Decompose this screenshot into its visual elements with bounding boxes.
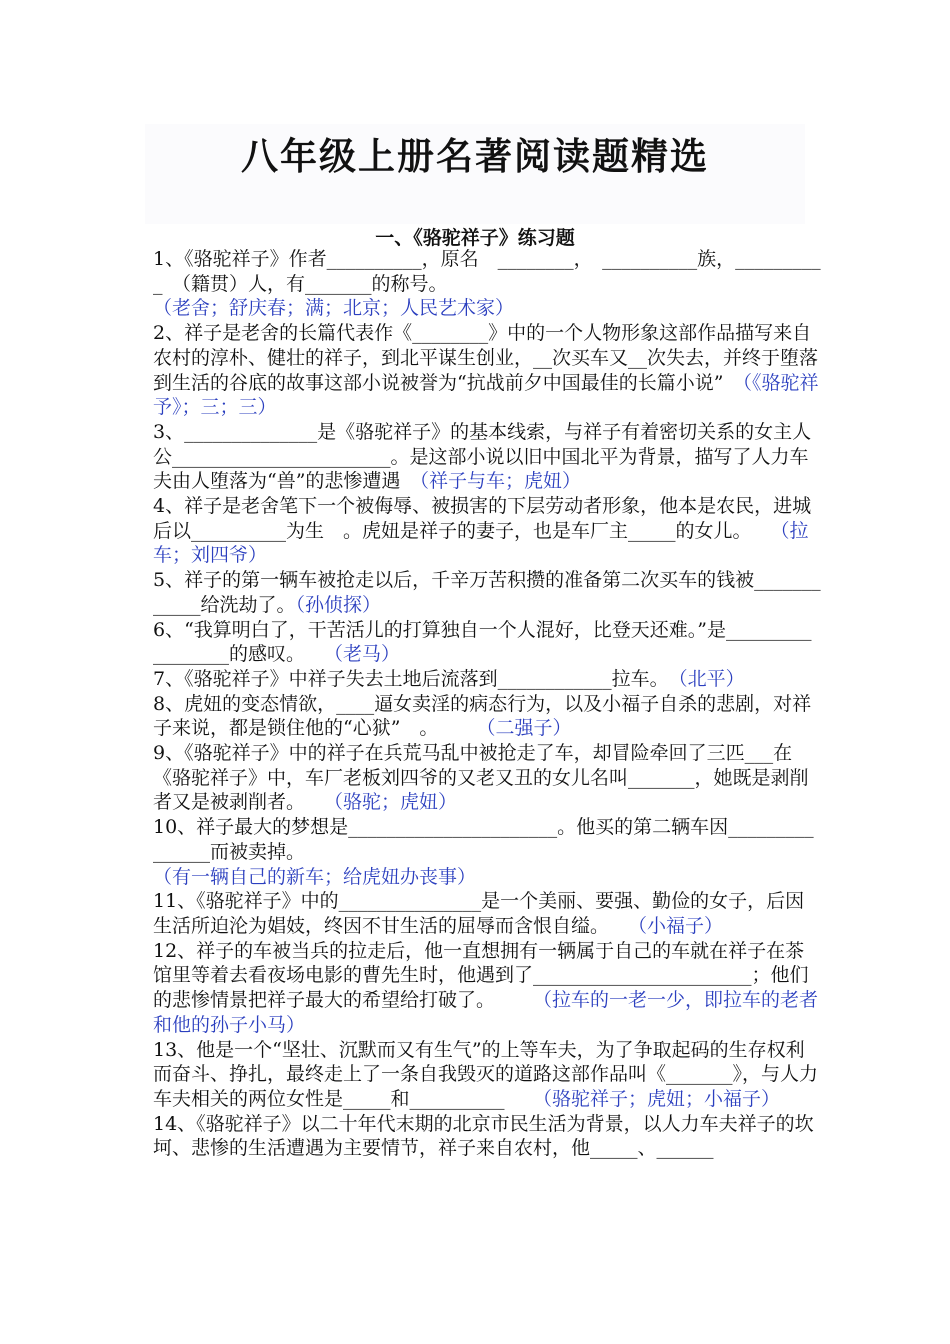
question-item: [153, 667, 821, 692]
answer-text: （祥子与车；虎妞）: [400, 470, 581, 493]
answer-text: （骆驼祥子；虎妞；小福子）: [504, 1087, 781, 1110]
question-item: [153, 568, 821, 617]
question-item: [153, 889, 821, 938]
answer-text: （小福子）: [599, 914, 724, 937]
question-text: 10、祥子最大的梦想是______________________。他买的第二辆车因_______________而被卖掉。: [153, 816, 814, 863]
question-text: 14、《骆驼祥子》以二十年代末期的北京市民生活为背景，以人力车夫祥子的坎坷、悲惨的生活遭遇为主要情节，祥子来自农村，他_____、______: [153, 1112, 814, 1160]
answer-text: （二强子）: [428, 717, 572, 740]
question-item: [153, 815, 821, 889]
question-text: 12、祥子的车被当兵的拉走后，他一直想拥有一辆属于自己的车就在祥子在茶馆里等着去看夜场电影的曹先生时，他遇到了_______________________；他们的悲惨情景把祥子最大的希望给打破了。: [153, 939, 809, 1012]
question-text: 1、《骆驼祥子》作者__________，原名 ________， __________族，__________ （籍贯）人，有_______的称号。: [153, 248, 821, 295]
question-item: [153, 741, 821, 815]
answer-text: （孙侦探）: [295, 593, 382, 616]
question-item: [153, 321, 821, 420]
section-heading: 一、《骆驼祥子》练习题: [375, 227, 575, 249]
answer-text: （拉车的一老一少，即拉车的老者和他的孙子小马）: [153, 989, 819, 1036]
question-text: 6、“我算明白了，干苦活儿的打算独自一个人混好，比登天还难。”是_________________的感叹。: [153, 618, 812, 666]
question-item: [153, 1038, 821, 1112]
answer-text: （骆驼；虎妞）: [295, 791, 458, 814]
question-text: 3、______________是《骆驼祥子》的基本线索，与祥子有着密切关系的女主人公_______________________。是这部小说以旧中国北平为背景，描写了人力车夫由人堕落为“兽”的悲惨遭遇: [153, 420, 812, 493]
question-item: [153, 247, 821, 321]
question-text: 7、《骆驼祥子》中祥子失去土地后流落到____________拉车。: [153, 667, 660, 690]
answer-text: （老舍；舒庆春；满；北京；人民艺术家）: [153, 297, 515, 320]
question-text: 11、《骆驼祥子》中的_______________是一个美丽、要强、勤俭的女子，后因生活所迫沦为娼妓，终因不甘生活的屈辱而含恨自缢。: [153, 890, 805, 937]
question-list: [153, 247, 821, 1161]
question-text: 5、祥子的第一辆车被抢走以后，千辛万苦积攒的准备第二次买车的钱被____________给洗劫了。: [153, 569, 821, 616]
question-item: [153, 420, 821, 494]
answer-text: （拉车；刘四爷）: [153, 519, 809, 567]
question-text: 13、他是一个“坚壮、沉默而又有生气”的上等车夫，为了争取起码的生存权利而奋斗、挣扎，最终走上了一条自我毁灭的道路这部作品叫《_______》，与人力车夫相关的两位女性是_____和__________: [153, 1038, 819, 1110]
question-item: [153, 494, 821, 568]
question-item: [153, 618, 821, 667]
question-item: [153, 692, 821, 741]
page-title: 八年级上册名著阅读题精选: [241, 135, 709, 178]
question-item: [153, 1112, 821, 1161]
answer-text: （北平）: [659, 667, 745, 690]
question-item: [153, 939, 821, 1038]
question-text: 8、虎妞的变态情欲，____逼女卖淫的病态行为，以及小福子自杀的悲剧，对祥子来说，都是锁住他的“心狱” 。: [153, 692, 812, 740]
answer-text: （有一辆自己的新车；给虎妞办丧事）: [153, 865, 477, 888]
answer-text: （《骆驼祥予》；三；三）: [153, 371, 819, 419]
question-text: 9、《骆驼祥子》中的祥子在兵荒马乱中被抢走了车，却冒险牵回了三匹___在《骆驼祥子》中，车厂老板刘四爷的又老又丑的女儿名叫_______，她既是剥削者又是被剥削者。: [153, 742, 809, 814]
answer-text: （老马）: [295, 643, 401, 666]
question-text: 2、祥子是老舍的长篇代表作《________》中的一个人物形象这部作品描写来自农村的淳朴、健壮的祥子，到北平谋生创业，__次买车又__次失去，并终于堕落到生活的谷底的故事这部小说被誉为“抗战前夕中国最佳的长篇小说”: [153, 322, 819, 394]
question-text: 4、祥子是老舍笔下一个被侮辱、被损害的下层劳动者形象，他本是农民，进城后以__________为生 。虎妞是祥子的妻子，也是车厂主_____的女儿。: [153, 495, 812, 542]
